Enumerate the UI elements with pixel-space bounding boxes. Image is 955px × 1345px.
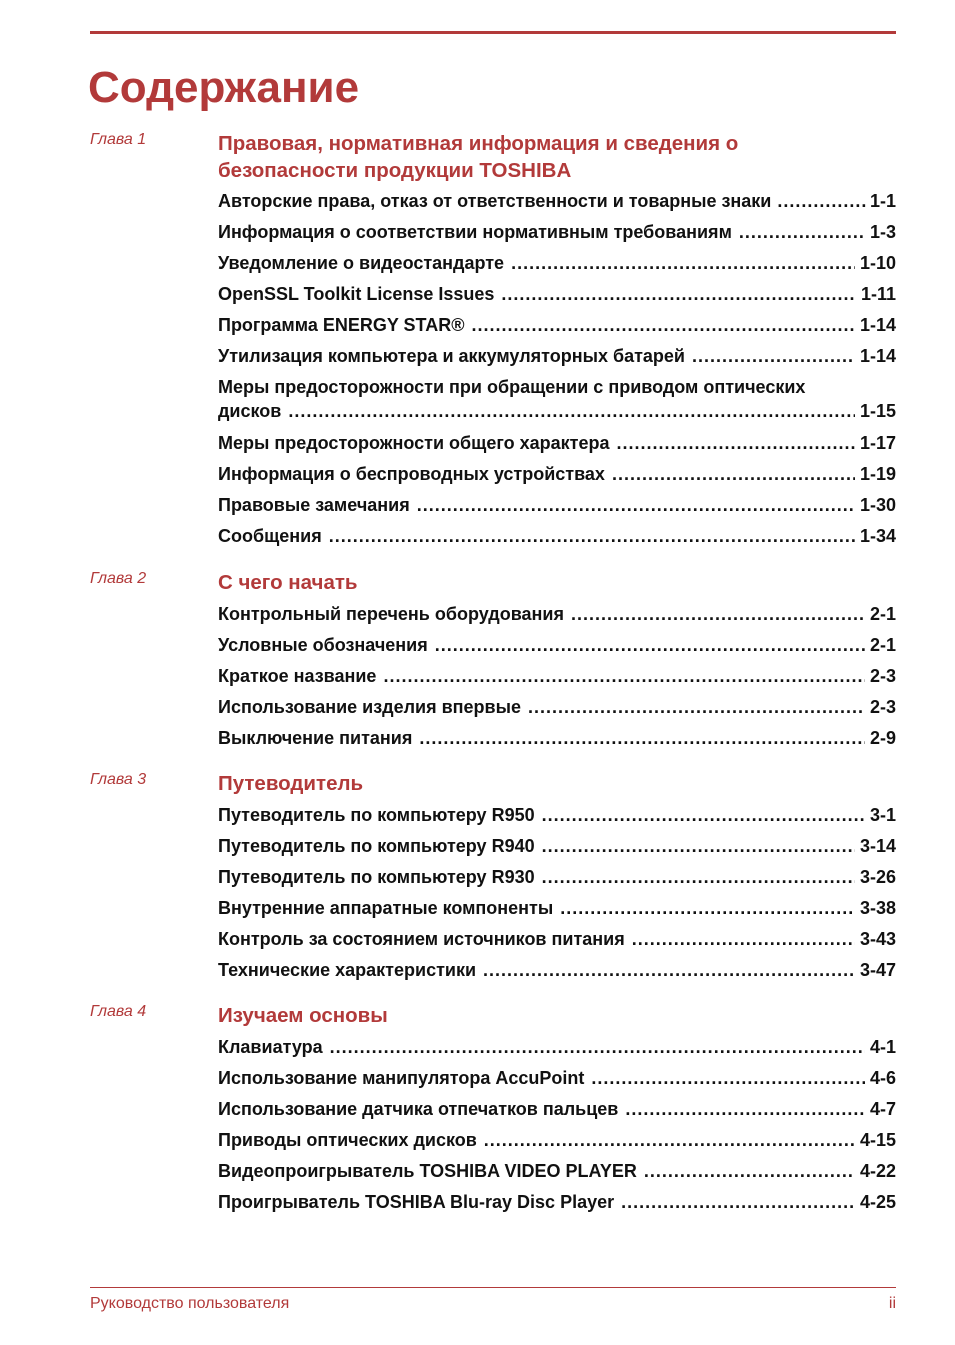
leader-dots (471, 313, 855, 337)
toc-entry[interactable]: Путеводитель по компьютеру R950 ..... 3-1 (218, 803, 896, 827)
toc-entry[interactable]: Технические характеристики ..... 3-47 (218, 958, 896, 982)
leader-dots (612, 462, 855, 486)
leader-dots (330, 1035, 865, 1059)
leader-dots (383, 664, 865, 688)
toc-entry[interactable]: Использование датчика отпечатков пальцев ..... 4-7 (218, 1097, 896, 1121)
toc-entry[interactable]: Условные обозначения ..... 2-1 (218, 633, 896, 657)
toc-entry[interactable]: Информация о соответствии нормативным требованиям ..... 1-3 (218, 220, 896, 244)
page-number: 3-43 (859, 929, 896, 949)
leader-dots (501, 282, 856, 306)
toc-entry[interactable]: Правовые замечания ..... 1-30 (218, 493, 896, 517)
page-number: 3-1 (869, 805, 896, 825)
page-number: 1-14 (859, 315, 896, 335)
page-number: 1-10 (859, 253, 896, 273)
leader-dots (692, 344, 855, 368)
leader-dots (739, 220, 865, 244)
toc-entry[interactable]: Проигрыватель TOSHIBA Blu-ray Disc Player ..... 4-25 (218, 1190, 896, 1214)
page-number: 4-25 (859, 1192, 896, 1212)
page-number: 3-14 (859, 836, 896, 856)
leader-dots (777, 189, 866, 213)
toc-entry[interactable]: Информация о беспроводных устройствах ..... 1-19 (218, 462, 896, 486)
page-number: 1-15 (859, 401, 896, 421)
toc-entry[interactable]: Выключение питания ..... 2-9 (218, 726, 896, 750)
leader-dots (591, 1066, 865, 1090)
toc-entry[interactable]: Использование изделия впервые ..... 2-3 (218, 695, 896, 719)
leader-dots (625, 1097, 865, 1121)
page-number: 1-17 (859, 433, 896, 453)
toc-entry[interactable]: Утилизация компьютера и аккумуляторных батарей ..... 1-14 (218, 344, 896, 368)
chapter-title[interactable]: Изучаем основы (218, 1004, 388, 1027)
leader-dots (644, 1159, 855, 1183)
page-number: 2-3 (869, 666, 896, 686)
toc-entry[interactable]: Меры предосторожности общего характера ..... 1-17 (218, 431, 896, 455)
page-number: 3-38 (859, 898, 896, 918)
page-number: 3-47 (859, 960, 896, 980)
toc-entry[interactable]: Контрольный перечень оборудования ..... 2-1 (218, 602, 896, 626)
page-number: 1-34 (859, 526, 896, 546)
leader-dots (435, 633, 865, 657)
top-rule (90, 31, 896, 34)
page-number: 2-1 (869, 635, 896, 655)
toc-entry[interactable]: Уведомление о видеостандарте ..... 1-10 (218, 251, 896, 275)
toc-entry[interactable]: Авторские права, отказ от ответственности и товарные знаки ..... 1-1 (218, 189, 896, 213)
leader-dots (417, 493, 855, 517)
chapter-title[interactable]: Правовая, нормативная информация и сведения о безопасности продукции TOSHIBA (218, 132, 739, 182)
leader-dots (288, 399, 855, 423)
page-number: 1-1 (869, 191, 896, 211)
chapter-label: Глава 2 (90, 570, 147, 587)
page-number: 1-19 (859, 464, 896, 484)
toc-entry-first-line: Меры предосторожности при обращении с приводом оптических (218, 377, 806, 397)
leader-dots (632, 927, 855, 951)
toc-entry[interactable]: Видеопроигрыватель TOSHIBA VIDEO PLAYER ..... 4-22 (218, 1159, 896, 1183)
toc-entry[interactable]: Меры предосторожности при обращении с приводом оптических дисков ..... 1-15 (218, 375, 896, 423)
toc-entry[interactable]: Сообщения ..... 1-34 (218, 524, 896, 548)
chapter-label: Глава 1 (90, 131, 147, 148)
toc-entry[interactable]: Путеводитель по компьютеру R930 ..... 3-26 (218, 865, 896, 889)
page-number: 4-22 (859, 1161, 896, 1181)
leader-dots (542, 803, 865, 827)
footer-page-number: ii (888, 1295, 896, 1312)
page-number: 1-3 (869, 222, 896, 242)
leader-dots (528, 695, 865, 719)
leader-dots (621, 1190, 855, 1214)
toc-entry[interactable]: Программа ENERGY STAR® ..... 1-14 (218, 313, 896, 337)
chapter-title[interactable]: Путеводитель (218, 772, 364, 795)
leader-dots (617, 431, 855, 455)
toc-entry[interactable]: Путеводитель по компьютеру R940 ..... 3-14 (218, 834, 896, 858)
toc-entry[interactable]: Клавиатура ..... 4-1 (218, 1035, 896, 1059)
chapter-title[interactable]: С чего начать (218, 571, 358, 594)
page-number: 4-15 (859, 1130, 896, 1150)
leader-dots (419, 726, 865, 750)
leader-dots (483, 958, 855, 982)
leader-dots (571, 602, 865, 626)
page-number: 1-11 (860, 284, 896, 304)
toc-entry[interactable]: OpenSSL Toolkit License Issues ..... 1-11 (218, 282, 896, 306)
leader-dots (542, 865, 855, 889)
page-title: Содержание (88, 63, 360, 112)
footer-rule (90, 1287, 896, 1288)
page-number: 1-14 (859, 346, 896, 366)
page-number: 2-9 (869, 728, 896, 748)
leader-dots (542, 834, 855, 858)
toc-entry[interactable]: Контроль за состоянием источников питания ..... 3-43 (218, 927, 896, 951)
leader-dots (484, 1128, 855, 1152)
toc-entry[interactable]: Внутренние аппаратные компоненты ..... 3-38 (218, 896, 896, 920)
leader-dots (560, 896, 855, 920)
page-number: 2-1 (869, 604, 896, 624)
toc-entry[interactable]: Краткое название ..... 2-3 (218, 664, 896, 688)
page-number: 4-6 (869, 1068, 896, 1088)
page-number: 4-7 (869, 1099, 896, 1119)
page-number: 2-3 (869, 697, 896, 717)
leader-dots (511, 251, 855, 275)
chapter-label: Глава 3 (90, 771, 147, 788)
toc-entry[interactable]: Использование манипулятора AccuPoint ..... 4-6 (218, 1066, 896, 1090)
page-number: 1-30 (859, 495, 896, 515)
page-number: 3-26 (859, 867, 896, 887)
page-number: 4-1 (869, 1037, 896, 1057)
toc-entry[interactable]: Приводы оптических дисков ..... 4-15 (218, 1128, 896, 1152)
footer-document-title: Руководство пользователя (90, 1295, 290, 1312)
chapter-label: Глава 4 (90, 1003, 147, 1020)
leader-dots (329, 524, 855, 548)
